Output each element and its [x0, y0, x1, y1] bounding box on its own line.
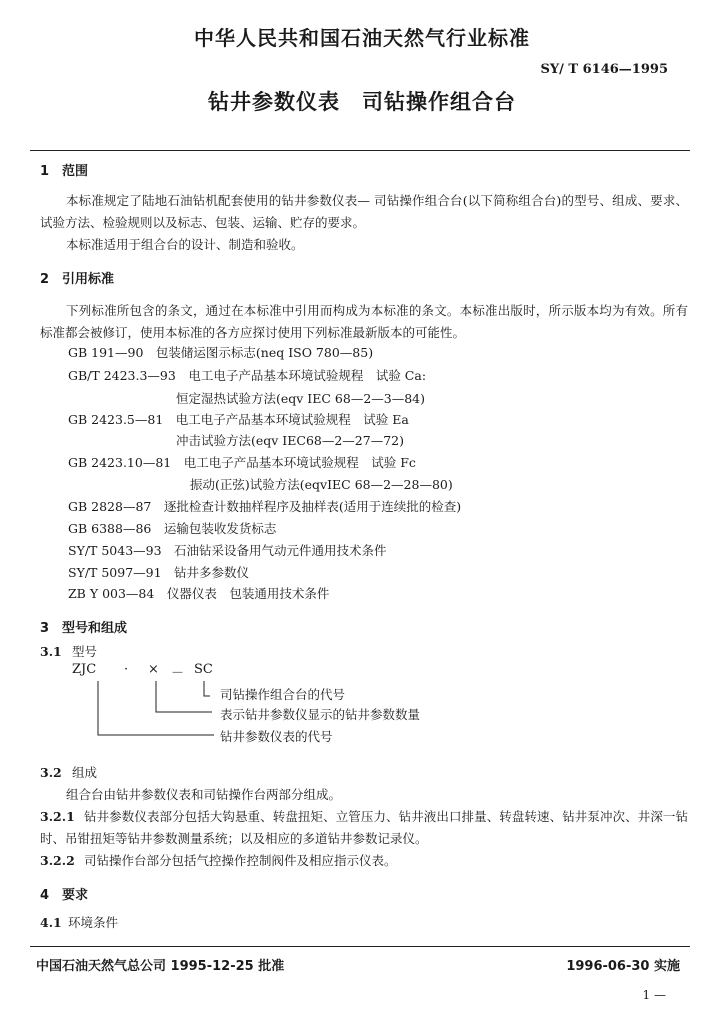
reference-item: SY/T 5043—93 石油钻采设备用气动元件通用技术条件	[68, 543, 387, 558]
section-3-heading: 3 型号和组成	[40, 621, 128, 636]
subsection-3-2-title: 组成	[72, 765, 98, 780]
reference-item-cont: 恒定湿热试验方法(eqv IEC 68—2—3—84)	[176, 391, 426, 406]
model-note-zjc: 钻井参数仪表的代号	[220, 729, 333, 744]
reference-item: GB 191—90 包装储运图示标志(neq ISO 780—85)	[68, 345, 374, 360]
model-code-dash: －	[171, 666, 185, 681]
reference-item: GB/T 2423.3—93 电工电子产品基本环境试验规程 试验 Ca:	[68, 368, 427, 383]
subsection-3-1-title: 型号	[72, 644, 98, 659]
standard-code: SY/ T 6146—1995	[540, 62, 668, 77]
reference-item: ZB Y 003—84 仪器仪表 包装通用技术条件	[68, 586, 330, 601]
subsection-4-1-title: 环境条件	[68, 915, 119, 930]
reference-item: GB 6388—86 运输包装收发货标志	[68, 521, 277, 536]
subsection-3-2-2-text: 司钻操作台部分包括气控操作控制阀件及相应指示仪表。	[84, 853, 397, 868]
section-2-intro: 下列标准所包含的条文，通过在本标准中引用而构成为本标准的条文。本标准出版时，所示版本均为有效。所有标准都会被修订，使用本标准的各方应探讨使用下列标准最新版本的可能性。	[40, 303, 688, 340]
document-title: 钻井参数仪表 司钻操作组合台	[208, 90, 516, 114]
approval-text: 中国石油天然气总公司 1995-12-25 批准	[36, 959, 285, 974]
reference-item: GB 2828—87 逐批检查计数抽样程序及抽样表(适用于连续批的检查)	[68, 499, 462, 514]
model-note-x: 表示钻井参数仪显示的钻井参数数量	[220, 707, 421, 722]
page-number: 1 —	[642, 988, 666, 1002]
reference-item: GB 2423.10—81 电工电子产品基本环境试验规程 试验 Fc	[68, 455, 416, 470]
model-code-dot: ·	[124, 662, 129, 677]
footer-rule	[30, 946, 690, 947]
subsection-3-2-label: 3.2	[40, 765, 62, 780]
model-code-zjc: ZJC	[72, 662, 97, 677]
reference-item: GB 2423.5—81 电工电子产品基本环境试验规程 试验 Ea	[68, 412, 409, 427]
reference-item-cont: 冲击试验方法(eqv IEC68—2—27—72)	[176, 433, 404, 448]
subsection-3-1-label: 3.1	[40, 644, 62, 659]
section-2-heading: 2 引用标准	[40, 272, 115, 287]
section-4-heading: 4 要求	[40, 888, 89, 903]
organization-title: 中华人民共和国石油天然气行业标准	[194, 26, 530, 50]
subsection-3-2-text: 组合台由钻井参数仪表和司钻操作台两部分组成。	[66, 787, 342, 802]
implementation-text: 1996-06-30 实施	[566, 959, 680, 974]
model-code-x: ×	[148, 662, 159, 677]
model-note-sc: 司钻操作组合台的代号	[220, 687, 346, 702]
model-code-sc: SC	[194, 662, 213, 677]
reference-item: SY/T 5097—91 钻井多参数仪	[68, 565, 250, 580]
section-1-heading: 1 范围	[40, 164, 89, 179]
subsection-4-1-label: 4.1	[40, 915, 62, 930]
subsection-3-2-1-label: 3.2.1	[40, 809, 75, 824]
section-1-paragraph-1: 本标准规定了陆地石油钻机配套使用的钻井参数仪表— 司钻操作组合台(以下简称组合台)的型号、组成、要求、试验方法、检验规则以及标志、包装、运输、贮存的要求。	[40, 193, 688, 230]
subsection-3-2-1-text: 钻井参数仪表部分包括大钩悬重、转盘扭矩、立管压力、钻井液出口排量、转盘转速、钻井泵冲次、井深一钻时、吊钳扭矩等钻井参数测量系统；以及相应的多道钻井参数记录仪。	[40, 809, 688, 846]
reference-item-cont: 振动(正弦)试验方法(eqvIEC 68—2—28—80)	[190, 477, 453, 492]
section-1-paragraph-2: 本标准适用于组合台的设计、制造和验收。	[66, 237, 304, 252]
leader-line-sc	[204, 681, 210, 696]
subsection-3-2-2-label: 3.2.2	[40, 853, 75, 868]
